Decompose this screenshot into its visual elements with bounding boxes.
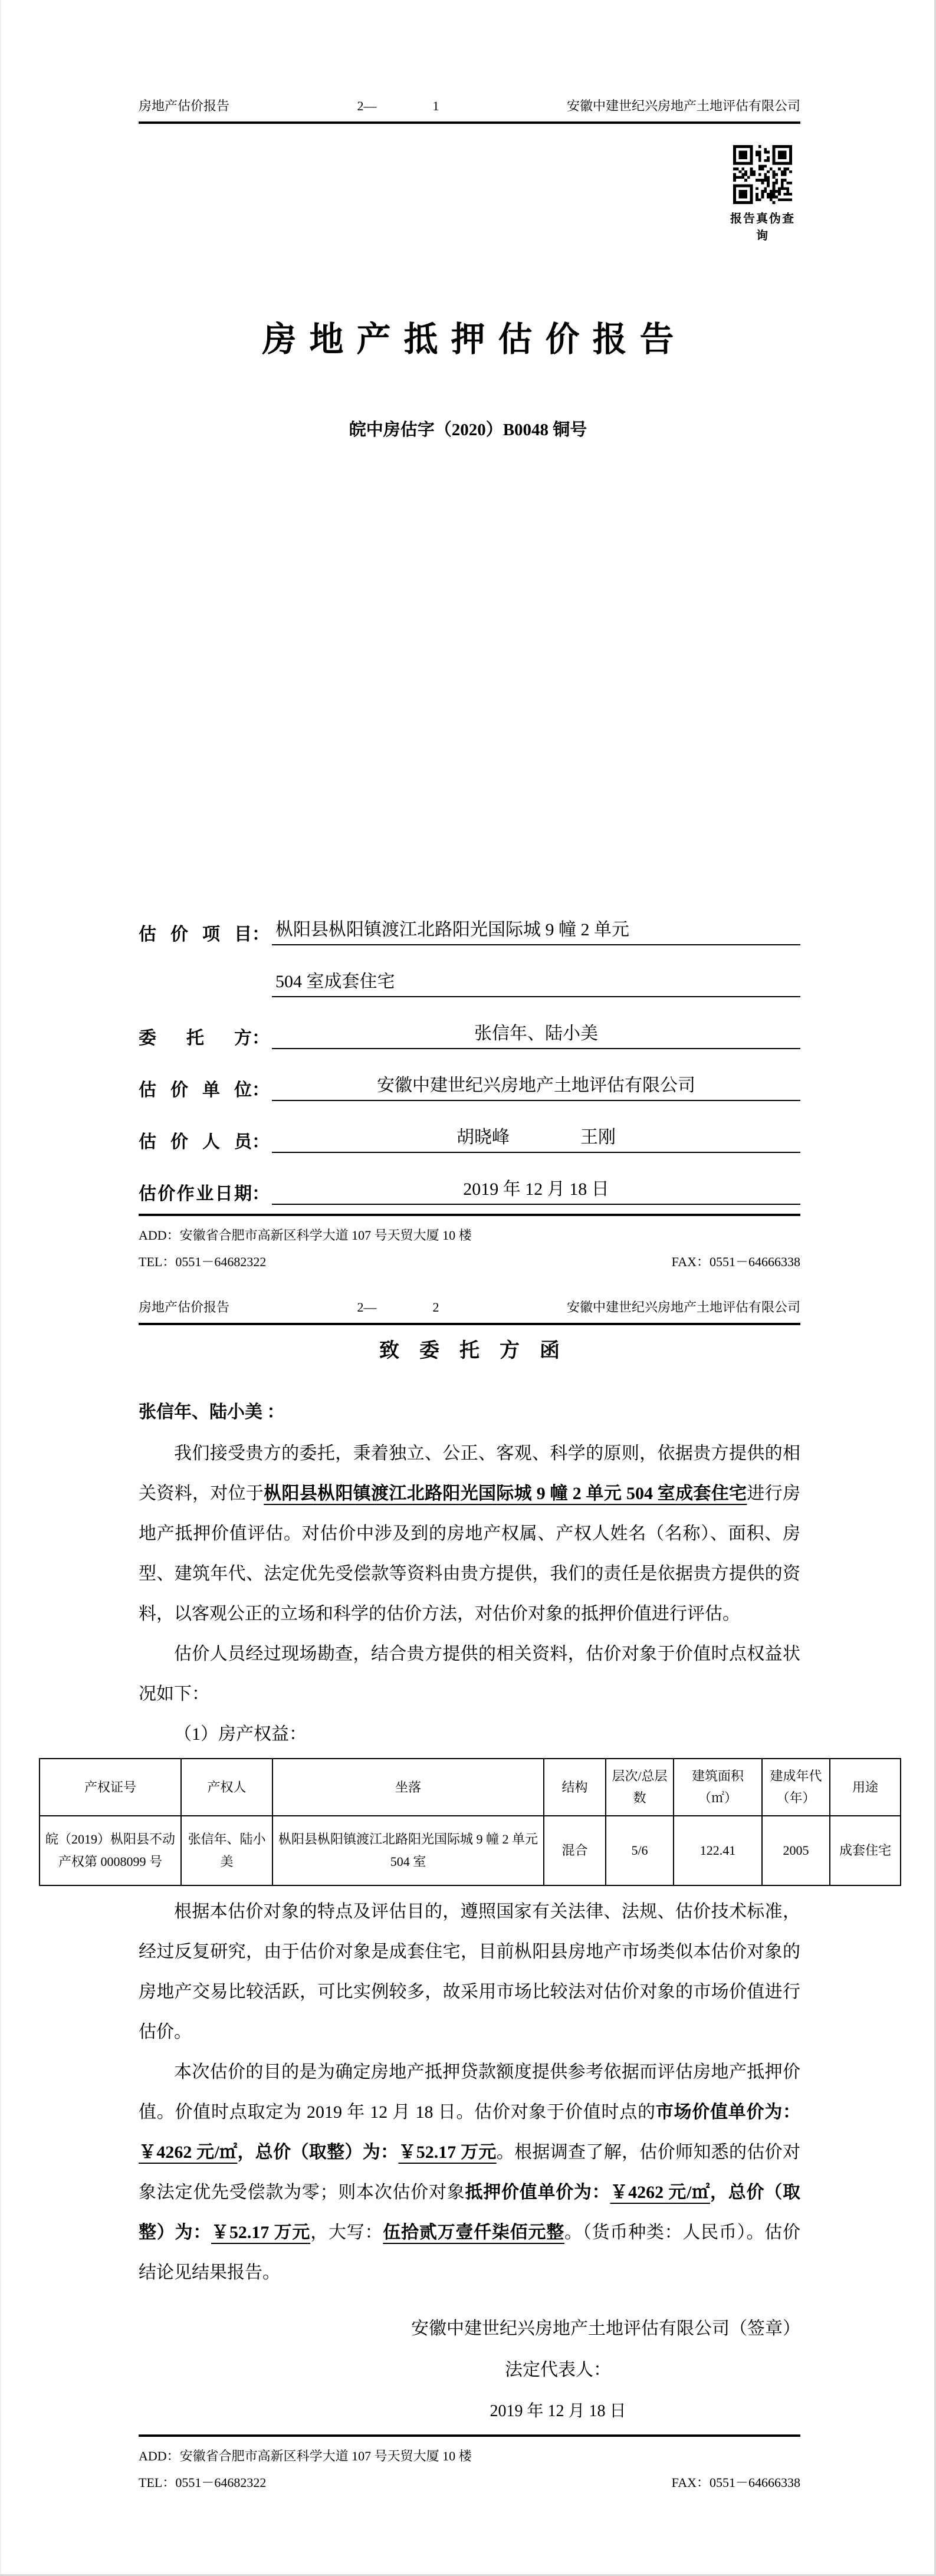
page2-page-number xyxy=(357,1300,439,1315)
field-work-date xyxy=(139,1166,800,1205)
qr-verification-block xyxy=(724,145,801,243)
field-work-date-colon: ： xyxy=(252,1184,270,1204)
property-rights-table xyxy=(39,1758,901,1886)
field-appraisers-colon: ： xyxy=(252,1132,270,1152)
field-project-value-line1: 枞阳县枞阳镇渡江北路阳光国际城 9 幢 2 单元 xyxy=(272,915,800,945)
field-project-label: 估价项目 xyxy=(139,925,252,944)
col-use: 用途 xyxy=(830,1759,901,1816)
qr-caption: 报告真伪查询 xyxy=(730,212,795,242)
col-area: 建筑面积（㎡） xyxy=(674,1759,762,1816)
field-client-colon: ： xyxy=(252,1029,270,1048)
col-cert-no: 产权证号 xyxy=(40,1759,181,1816)
field-project-value-line2: 504 室成套住宅 xyxy=(272,967,800,997)
field-project xyxy=(139,906,800,945)
field-agency xyxy=(139,1062,800,1101)
report-title: 房地产抵押估价报告 xyxy=(262,320,687,359)
footer-address: ADD：安徽省合肥市高新区科学大道 107 号天贸大厦 10 楼 xyxy=(139,2449,472,2463)
page1-running-header xyxy=(139,96,800,124)
report-doc-number: 皖中房估字（2020）B0048 铜号 xyxy=(349,420,587,439)
table-row xyxy=(40,1816,901,1885)
header-company-name: 安徽中建世纪兴房地产土地评估有限公司 xyxy=(566,98,800,113)
field-project-line2 xyxy=(139,958,800,997)
footer-tel: TEL：0551－64682322 xyxy=(139,2475,267,2490)
field-appraisers-value: 胡晓峰 王刚 xyxy=(272,1122,800,1153)
page1-footer xyxy=(139,1214,800,1270)
field-appraisers xyxy=(139,1114,800,1153)
letter-paragraph-3: 根据本估价对象的特点及评估目的，遵照国家有关法律、法规、估价技术标准，经过反复研究，由于估价对象是成套住宅，目前枞阳县房地产市场类似本估价对象的房地产交易比较活跃，可比实例较多，故采用市场比较法对估价对象的市场价值进行估价。 xyxy=(139,1901,800,2042)
col-location: 坐落 xyxy=(272,1759,544,1816)
cell-owner: 张信年、陆小美 xyxy=(181,1816,272,1885)
page-total-prefix: 2— xyxy=(357,1300,377,1315)
letter-to-client xyxy=(45,1334,891,2432)
header-doc-type: 房地产估价报告 xyxy=(139,98,230,113)
qr-code-icon xyxy=(733,145,792,204)
field-client-value: 张信年、陆小美 xyxy=(272,1018,800,1049)
header-doc-type: 房地产估价报告 xyxy=(139,1300,230,1315)
letter-item1-label: （1）房产权益： xyxy=(174,1724,307,1744)
cell-cert-no: 皖（2019）枞阳县不动产权第 0008099 号 xyxy=(40,1816,181,1885)
field-agency-value: 安徽中建世纪兴房地产土地评估有限公司 xyxy=(272,1070,800,1101)
footer-tel-fax xyxy=(139,1252,800,1270)
header-company-name: 安徽中建世纪兴房地产土地评估有限公司 xyxy=(566,1300,800,1315)
page-number-value: 1 xyxy=(432,98,439,113)
footer-fax: FAX：0551－64666338 xyxy=(671,1254,800,1269)
field-work-date-value: 2019 年 12 月 18 日 xyxy=(272,1174,800,1205)
page2-footer xyxy=(139,2434,800,2491)
field-work-date-label: 估价作业日期 xyxy=(139,1184,252,1204)
signature-company: 安徽中建世纪兴房地产土地评估有限公司（签章） xyxy=(411,2318,800,2338)
footer-fax: FAX：0551－64666338 xyxy=(671,2475,800,2490)
col-year-built: 建成年代（年） xyxy=(762,1759,830,1816)
col-floor: 层次/总层数 xyxy=(606,1759,674,1816)
cell-floor: 5/6 xyxy=(606,1816,674,1885)
page1-page-number xyxy=(357,98,439,114)
table-header-row xyxy=(40,1759,901,1816)
col-structure: 结构 xyxy=(544,1759,606,1816)
letter-paragraph-1: 我们接受贵方的委托，秉着独立、公正、客观、科学的原则，依据贵方提供的相关资料，对位于枞阳县枞阳镇渡江北路阳光国际城 9 幢 2 单元 504 室成套住宅进行房地产抵押价值评估。对估价中涉及到的房地产权属、产权人姓名（名称）、面积、房型、建筑年代、法定优先受偿款等资料由贵方提供，我们的责任是依据贵方提供的资料，以客观公正的立场和科学的估价方法，对估价对象的抵押价值进行评估。 xyxy=(139,1444,801,1624)
cover-fields xyxy=(139,906,800,1218)
field-agency-label: 估价单位 xyxy=(139,1080,252,1100)
cell-use: 成套住宅 xyxy=(830,1816,901,1885)
field-client-label: 委托方 xyxy=(139,1029,252,1048)
cell-area: 122.41 xyxy=(674,1816,762,1885)
field-agency-colon: ： xyxy=(252,1080,270,1100)
footer-tel: TEL：0551－64682322 xyxy=(139,1254,267,1269)
signature-date: 2019 年 12 月 18 日 xyxy=(490,2401,626,2420)
letter-paragraph-2: 估价人员经过现场勘查，结合贵方提供的相关资料，估价对象于价值时点权益状况如下： xyxy=(139,1644,800,1704)
cell-year-built: 2005 xyxy=(762,1816,830,1885)
field-project-colon: ： xyxy=(252,925,270,944)
cell-location: 枞阳县枞阳镇渡江北路阳光国际城 9 幢 2 单元 504 室 xyxy=(272,1816,544,1885)
page-number-value: 2 xyxy=(432,1300,439,1315)
signature-block xyxy=(139,2308,800,2432)
footer-address: ADD：安徽省合肥市高新区科学大道 107 号天贸大厦 10 楼 xyxy=(139,1228,472,1243)
letter-title: 致委托方函 xyxy=(379,1340,580,1362)
footer-tel-fax xyxy=(139,2473,800,2491)
page2-running-header xyxy=(139,1297,800,1325)
col-owner: 产权人 xyxy=(181,1759,272,1816)
cell-structure: 混合 xyxy=(544,1816,606,1885)
field-appraisers-label: 估价人员 xyxy=(139,1132,252,1152)
field-client xyxy=(139,1010,800,1049)
letter-paragraph-4: 本次估价的目的是为确定房地产抵押贷款额度提供参考依据而评估房地产抵押价值。价值时点取定为 2019 年 12 月 18 日。估价对象于价值时点的市场价值单价为：￥4262 元/㎡，总价（取整）为：￥52.17 万元。根据调查了解，估价师知悉的估价对象法定优先受偿款为零；则本次估价对象抵押价值单价为：￥4262 元/㎡，总价（取整）为：￥52.17 万元，大写：伍拾贰万壹仟柒佰元整。（货币种类：人民币）。估价结论见结果报告。 xyxy=(139,2062,801,2282)
page-total-prefix: 2— xyxy=(357,98,377,113)
letter-salutation: 张信年、陆小美 ： xyxy=(139,1402,285,1422)
signature-legal-rep: 法定代表人： xyxy=(505,2360,611,2380)
